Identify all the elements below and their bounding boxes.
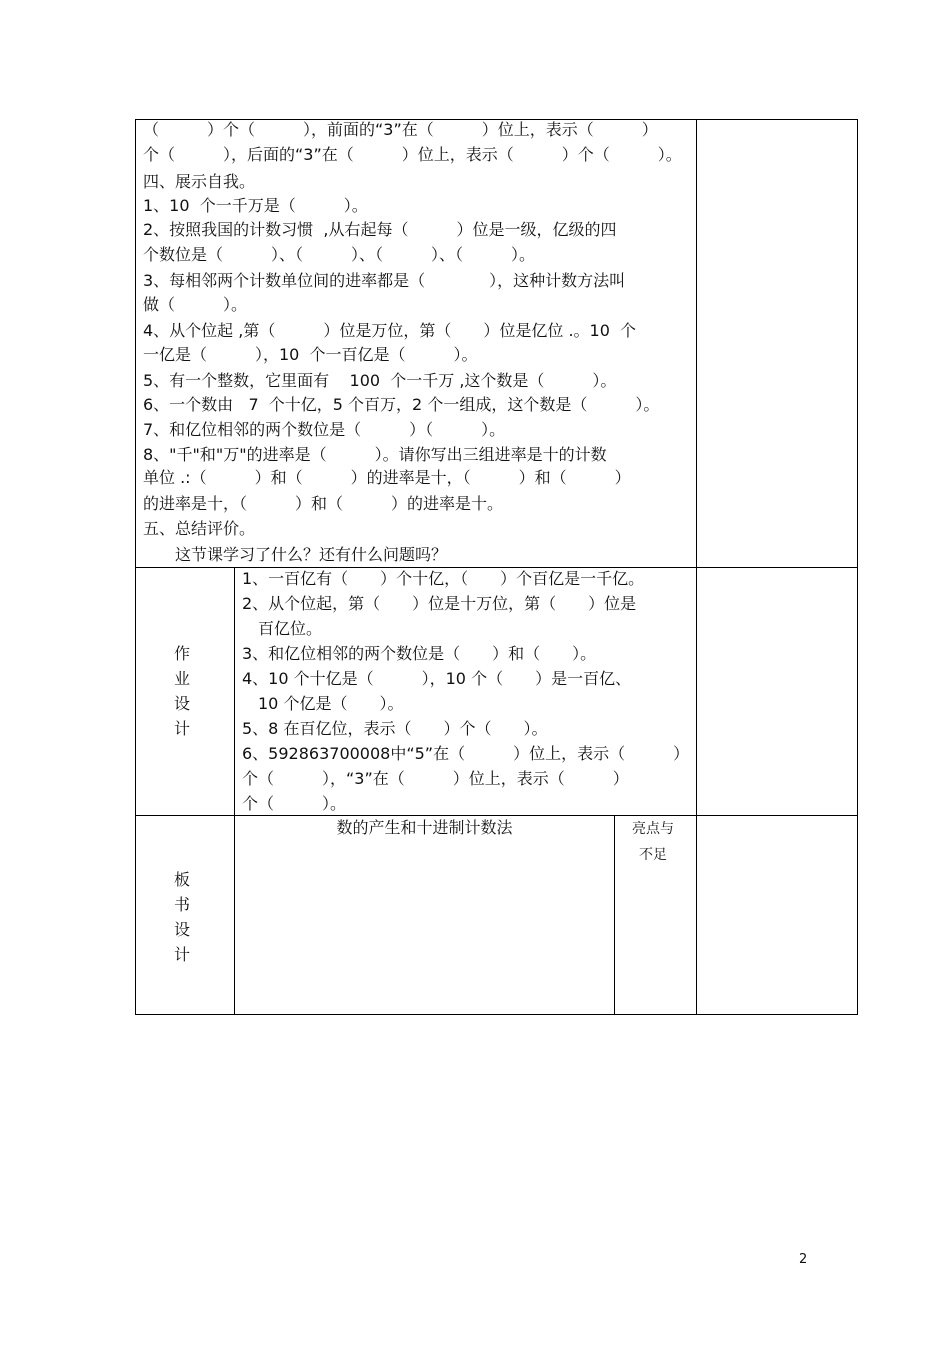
- highlights-label: 不足: [639, 847, 667, 863]
- homework-line: 10 个亿是（ ）。: [242, 694, 404, 713]
- exercise-line: 一亿是（ ），10 个一百亿是（ ）。: [143, 345, 478, 364]
- exercise-line: 2、按照我国的计数习惯 ,从右起每（ ）位是一级，亿级的四: [143, 220, 617, 239]
- section-heading: 五、总结评价。: [143, 519, 256, 538]
- notes-column-divider: [696, 119, 697, 1015]
- board-label-char: 计: [174, 945, 191, 964]
- homework-label-char: 作: [174, 644, 191, 663]
- table-bottom-border: [135, 1014, 858, 1015]
- homework-line: 3、和亿位相邻的两个数位是（ ）和（ ）。: [242, 644, 597, 663]
- homework-line: 个（ ）。: [242, 794, 347, 813]
- homework-line: 个（ ），“3”在（ ）位上，表示（ ）: [242, 769, 629, 788]
- section-heading: 四、展示自我。: [143, 172, 256, 191]
- homework-line: 2、从个位起，第（ ）位是十万位，第（ ）位是: [242, 594, 637, 613]
- label-column-divider: [234, 567, 235, 1015]
- exercise-line: （ ）个（ ），前面的“3”在（ ）位上，表示（ ）: [143, 120, 658, 139]
- exercise-line: 单位 .:（ ）和（ ）的进率是十，（ ）和（ ）: [143, 468, 631, 487]
- homework-label-char: 业: [174, 669, 191, 688]
- row-divider-1: [135, 567, 858, 568]
- homework-line: 6、592863700008中“5”在（ ）位上，表示（ ）: [242, 744, 690, 763]
- homework-label-char: 计: [174, 719, 191, 738]
- homework-line: 1、一百亿有（ ）个十亿，（ ）个百亿是一千亿。: [242, 569, 645, 588]
- board-label-char: 设: [174, 920, 191, 939]
- exercise-line: 4、从个位起 ,第（ ）位是万位，第（ ）位是亿位 .。10 个: [143, 321, 637, 340]
- exercise-line: 个数位是（ ）、（ ）、（ ）、（ ）。: [143, 245, 536, 264]
- exercise-line: 1、10 个一千万是（ ）。: [143, 196, 368, 215]
- board-label-char: 书: [174, 895, 191, 914]
- page-number: 2: [799, 1252, 808, 1267]
- exercise-line: 6、一个数由 7 个十亿，5 个百万，2 个一组成，这个数是（ ）。: [143, 395, 660, 414]
- highlights-label: 亮点与: [632, 821, 674, 837]
- homework-line: 百亿位。: [242, 619, 323, 638]
- board-title: 数的产生和十进制计数法: [336, 818, 513, 837]
- homework-line: 5、8 在百亿位，表示（ ）个（ ）。: [242, 719, 548, 738]
- table-right-border: [857, 119, 858, 1015]
- exercise-line: 3、每相邻两个计数单位间的进率都是（ ），这种计数方法叫: [143, 271, 626, 290]
- exercise-line: 8、"千"和"万"的进率是（ ）。请你写出三组进率是十的计数: [143, 445, 607, 464]
- table-left-border: [135, 119, 136, 1015]
- homework-label-char: 设: [174, 694, 191, 713]
- board-label-char: 板: [174, 870, 191, 889]
- exercise-line: 5、有一个整数，它里面有 100 个一千万 ,这个数是（ ）。: [143, 371, 617, 390]
- exercise-line: 做（ ）。: [143, 295, 248, 314]
- exercise-line: 这节课学习了什么？还有什么问题吗？: [143, 545, 448, 564]
- exercise-line: 个（ ），后面的“3”在（ ）位上，表示（ ）个（ ）。: [143, 145, 682, 164]
- homework-line: 4、10 个十亿是（ ），10 个（ ）是一百亿、: [242, 669, 632, 688]
- exercise-line: 7、和亿位相邻的两个数位是（ ）（ ）。: [143, 420, 506, 439]
- row-divider-2: [135, 815, 858, 816]
- exercise-line: 的进率是十，（ ）和（ ）的进率是十。: [143, 494, 504, 513]
